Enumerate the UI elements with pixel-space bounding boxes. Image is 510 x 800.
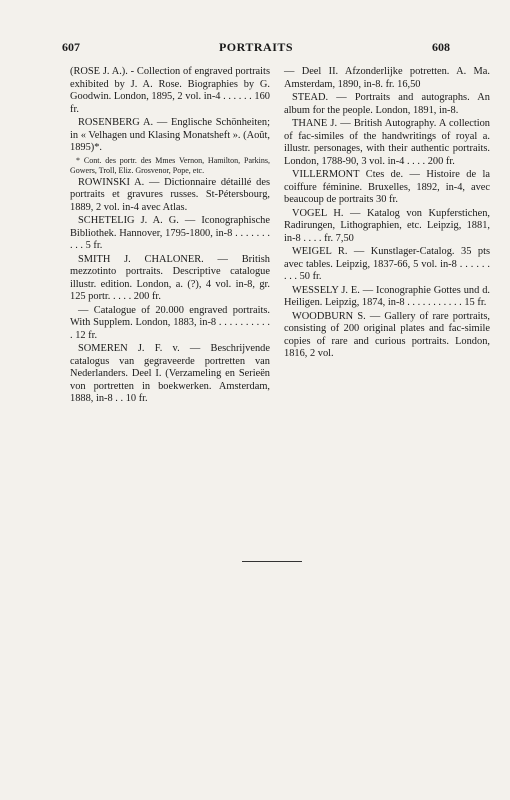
bibliography-entry: — Deel II. Afzonderlijke potretten. A. Ma. Amsterdam, 1890, in-8. fr. 16,50	[284, 66, 490, 90]
bibliography-entry: — Catalogue of 20.000 engraved portraits. With Supplem. London, 1883, in-8 . . . . . . . . . . . 12 fr.	[70, 304, 270, 341]
bibliography-entry: WOODBURN S. — Gallery of rare portraits, consisting of 200 original plates and fac-simile copies of rare and curious portraits. London, 1816, 2 vol.	[284, 310, 490, 359]
entry-footnote: * Cont. des portr. des Mmes Vernon, Hamilton, Parkins, Gowers, Troll, Eliz. Grosvenor, Pope, etc.	[70, 155, 270, 175]
bibliography-entry: (ROSE J. A.). - Collection of engraved portraits exhibited by J. A. Rose. Biographies by G. Goodwin. London, 1895, 2 vol. in-4 . . . . . . 160 fr.	[70, 66, 270, 115]
bibliography-entry: SMITH J. CHALONER. — British mezzotinto portraits. Descriptive catalogue illustr. edition. London, a. (?), 4 vol. in-8, gr. 125 portr. . . . . 200 fr.	[70, 253, 270, 302]
bibliography-entry: STEAD. — Portraits and autographs. An album for the people. London, 1891, in-8.	[284, 92, 490, 116]
bibliography-entry: THANE J. — British Autography. A collection of fac-similes of the handwritings of royal a. illustr. personages, with their authentic portraits. London, 1788-90, 3 vol. in-4 . . . . 200 fr.	[284, 118, 490, 167]
bibliography-entry: SOMEREN J. F. v. — Beschrijvende catalogus van gegraveerde portretten van Nederlanders. Deel I. (Verzameling en Serieën von portretten in boekwerken. Amsterdam, 1888, in-8 . . 10 fr.	[70, 343, 270, 404]
bibliography-entry: SCHETELIG J. A. G. — Iconographische Bibliothek. Hannover, 1795-1800, in-8 . . . . . . . . . . 5 fr.	[70, 215, 270, 251]
page-header	[62, 40, 450, 56]
page-number-right: 608	[432, 40, 450, 54]
page-number-left: 607	[62, 40, 80, 54]
bibliography-entry: VILLERMONT Ctes de. — Histoire de la coiffure féminine. Bruxelles, 1892, in-4, avec beaucoup de portraits 30 fr.	[284, 169, 490, 205]
section-end-rule	[242, 561, 302, 562]
bibliography-entry: WEIGEL R. — Kunstlager-Catalog. 35 pts avec tables. Leipzig, 1837-66, 5 vol. in-8 . . . . . . . . . 50 fr.	[284, 246, 490, 282]
left-column	[70, 66, 270, 407]
running-title: PORTRAITS	[218, 40, 294, 54]
bibliography-entry: ROSENBERG A. — Englische Schönheiten; in « Velhagen und Klasing Monatsheft ». (Août, 1895)*.	[70, 117, 270, 153]
bibliography-entry: WESSELY J. E. — Iconographie Gottes und d. Heiligen. Leipzig, 1874, in-8 . . . . . . . . . . . 15 fr.	[284, 284, 490, 308]
bibliography-entry: VOGEL H. — Katalog von Kupferstichen, Radirungen, Lithographien, etc. Leipzig, 1881, in-8 . . . . fr. 7,50	[284, 207, 490, 244]
bibliography-entry: ROWINSKI A. — Dictionnaire détaillé des portraits et gravures russes. St-Pétersbourg, 1889, 2 vol. in-4 avec Atlas.	[70, 176, 270, 213]
right-column	[284, 66, 490, 362]
